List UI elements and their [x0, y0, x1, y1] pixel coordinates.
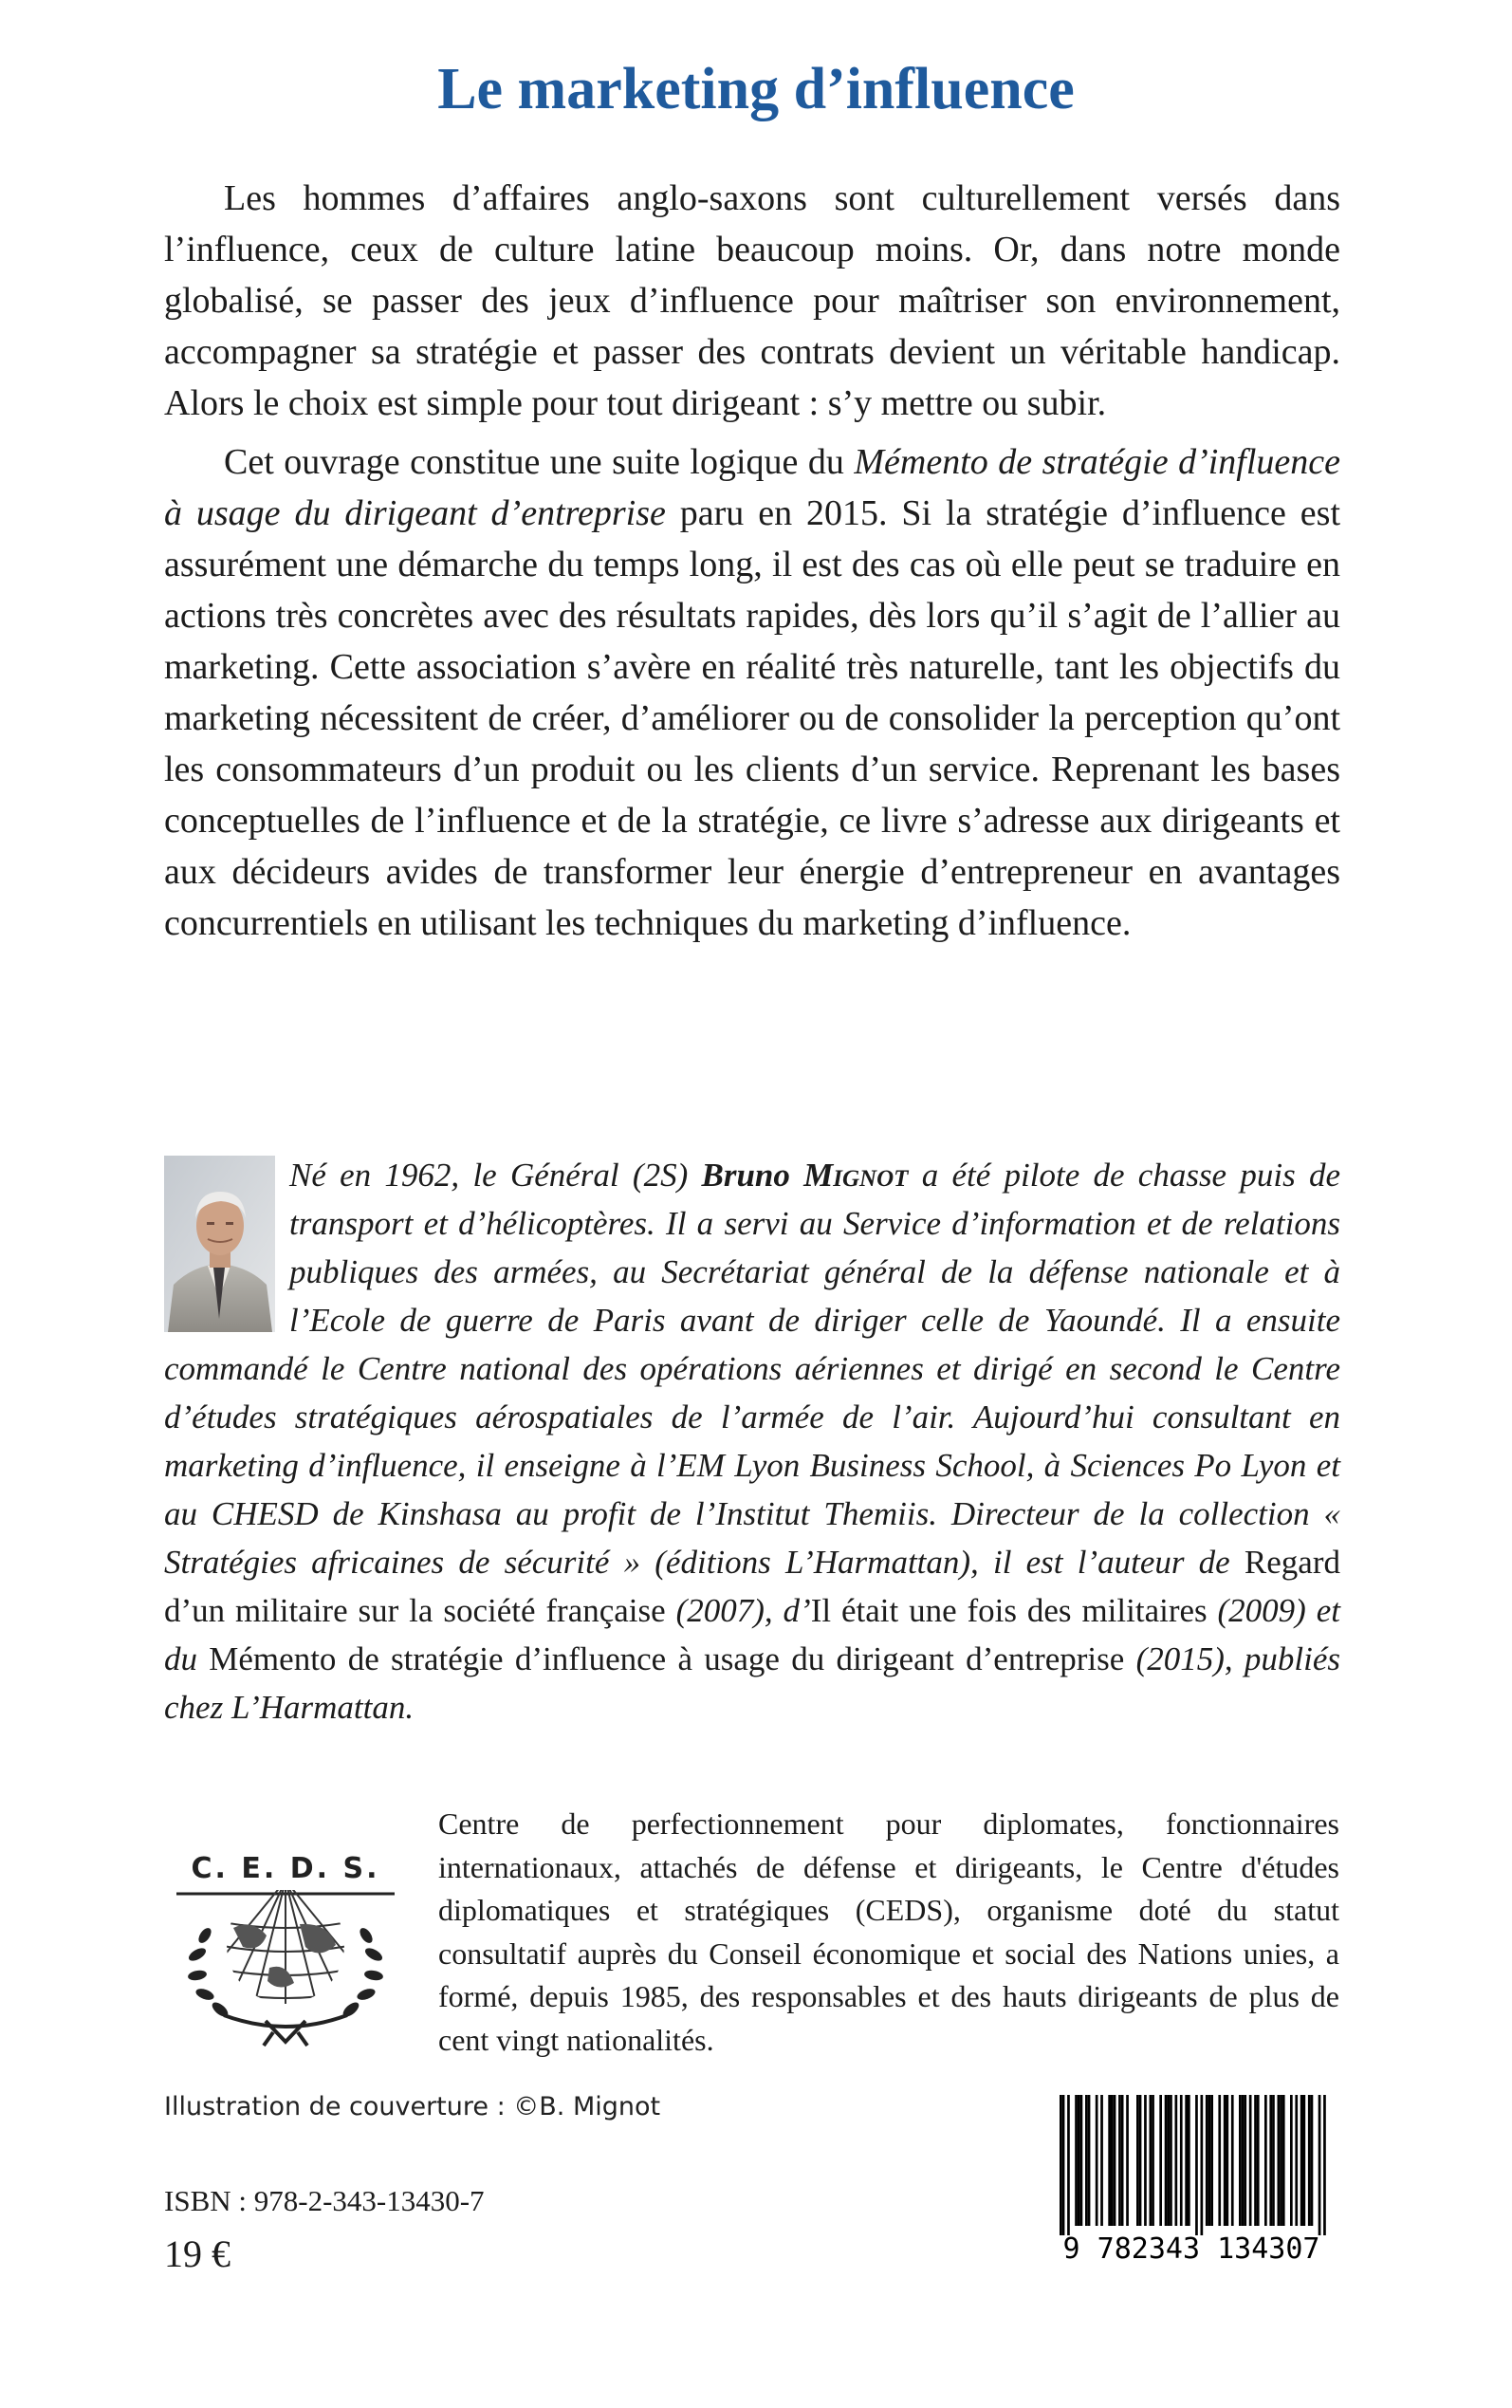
barcode-bar	[1318, 2095, 1321, 2237]
barcode-bar	[1272, 2095, 1275, 2226]
barcode-bar	[1303, 2095, 1306, 2226]
blurb-p2-end: paru en 2015. Si la stratégie d’influence est assurément une démarche du temps long, il est des cas où elle peut se traduire en actions très concrètes avec des résultats rapides, dès lors qu’il s’agit de l’allier au marketing. Cette association s’avère en réalité très naturelle, tant les objectifs du marketing nécessitent de créer, d’améliorer ou de consolider la perception qu’ont les consommateurs d’un produit ou les clients d’un service. Reprenant les bases conceptuelles de l’influence et de la stratégie, ce livre s’adresse aux dirigeants et aux décideurs avides de transformer leur énergie d’entrepreneur en avantages concurrentiels en utilisant les techniques du marketing d’influence.	[164, 493, 1340, 943]
blurb-p2-start: Cet ouvrage constitue une suite logique du	[224, 442, 855, 482]
cover-illustration-credit: Illustration de couverture : ©B. Mignot	[164, 2092, 661, 2121]
barcode-bar	[1126, 2095, 1129, 2226]
barcode-bar	[1096, 2095, 1098, 2226]
barcode-bar	[1067, 2095, 1070, 2237]
barcode-digits: 9 782343 134307	[1041, 2235, 1342, 2264]
barcode-bar	[1195, 2095, 1198, 2237]
book-title: Le marketing d’influence	[437, 57, 1075, 121]
barcode-bar	[1226, 2095, 1229, 2226]
author-biography	[164, 1151, 1340, 1732]
barcode-bar	[1080, 2095, 1083, 2226]
barcode-bars-icon	[1041, 2095, 1342, 2237]
barcode-bar	[1118, 2095, 1121, 2226]
author-book-3: Mémento de stratégie d’influence à usage du dirigeant d’entreprise	[209, 1640, 1125, 1677]
isbn: ISBN : 978-2-343-13430-7	[164, 2184, 485, 2217]
author-first-name: Bruno	[701, 1157, 790, 1194]
barcode-bar	[1239, 2095, 1242, 2226]
barcode-bar	[1206, 2095, 1208, 2226]
author-last-name: Mignot	[803, 1157, 909, 1194]
blurb-paragraph-1: Les hommes d’affaires anglo-saxons sont culturellement versés dans l’influence, ceux de culture latine beaucoup moins. Or, dans notre monde globalisé, se passer des jeux d’influence pour maîtriser son environnement, accompagner sa stratégie et passer des contrats devient un véritable handicap. Alors le choix est simple pour tout dirigeant : s’y mettre ou subir.	[164, 178, 1340, 423]
barcode-bar	[1282, 2095, 1285, 2226]
barcode-bar	[1218, 2095, 1221, 2226]
barcode-bar	[1085, 2095, 1088, 2226]
barcode-bar	[1165, 2095, 1168, 2226]
ceds-emblem-icon	[167, 1890, 404, 2051]
barcode-bar	[1180, 2095, 1183, 2226]
blurb-paragraph-2	[164, 436, 1340, 949]
barcode-bar	[1060, 2095, 1062, 2237]
barcode-bar	[1278, 2095, 1281, 2226]
barcode-bar	[1295, 2095, 1298, 2226]
author-name	[701, 1157, 908, 1194]
barcode-bar	[1136, 2095, 1139, 2226]
barcode-bar	[1264, 2095, 1267, 2226]
barcode-bar	[1300, 2095, 1303, 2226]
author-photo-spacer	[164, 1151, 280, 1339]
author-book-2-year: (2009) et du	[164, 1592, 1340, 1677]
author-book-3-year: (2015), publiés chez L’Harmattan.	[164, 1640, 1341, 1726]
barcode-bar	[1242, 2095, 1245, 2226]
barcode-bar	[1224, 2095, 1226, 2226]
ceds-logo	[167, 1852, 404, 2051]
barcode-bar	[1175, 2095, 1178, 2226]
barcode-bar	[1144, 2095, 1147, 2226]
barcode-bar	[1244, 2095, 1246, 2226]
back-cover-blurb	[164, 173, 1340, 949]
barcode-bar	[1139, 2095, 1142, 2226]
author-book-2: Il était une fois des militaires	[810, 1592, 1208, 1629]
barcode-bar	[1152, 2095, 1154, 2226]
author-bio-career: a été pilote de chasse puis de transport et d’hélicoptères. Il a servi au Service d’information et de relations publiques des armées, au Secrétariat général de la défense nationale et à l’Ecole de guerre de Paris avant de diriger celle de Yaoundé. Il a ensuite commandé le Centre national des opérations aériennes et dirigé en second le Centre d’études stratégiques aérospatiales de l’armée de l’air. Aujourd’hui consultant en marketing d’influence, il enseigne à l’EM Lyon Business School, à Sciences Po Lyon et au CHESD de Kinshasa au profit de l’Institut Themiis. Directeur de la collection « Stratégies africaines de sécurité » (éditions L’Harmattan), il est l’auteur de	[164, 1157, 1340, 1581]
barcode-bar	[1254, 2095, 1257, 2226]
barcode-bar	[1150, 2095, 1152, 2226]
barcode-bar	[1290, 2095, 1293, 2226]
barcode-bar	[1323, 2095, 1326, 2237]
barcode-bar	[1311, 2095, 1314, 2226]
barcode-bar	[1257, 2095, 1260, 2226]
barcode-bar	[1121, 2095, 1124, 2226]
barcode-bar	[1280, 2095, 1282, 2226]
author-bio-intro: Né en 1962, le Général (2S)	[289, 1157, 702, 1194]
barcode-bar	[1185, 2095, 1188, 2226]
barcode-bar	[1062, 2095, 1065, 2237]
author-book-1-year: (2007), d’	[665, 1592, 811, 1629]
ceds-description: Centre de perfectionnement pour diplomates, fonctionnaires internationaux, attachés de défense et dirigeants, le Centre d'études diplomatiques et stratégiques (CEDS), organisme doté du statut consultatif auprès du Conseil économique et social des Nations unies, a formé, depuis 1985, des responsables et des hauts dirigeants de plus de cent vingt nationalités.	[438, 1806, 1339, 2057]
barcode-bar	[1201, 2095, 1204, 2237]
ceds-logo-letters: C. E. D. S.	[191, 1852, 380, 1885]
isbn-barcode	[1041, 2095, 1342, 2266]
price: 19 €	[164, 2232, 230, 2275]
barcode-bar	[1075, 2095, 1078, 2226]
author-book-1: Regard d’un militaire sur la société française	[164, 1544, 1340, 1629]
barcode-bar	[1308, 2095, 1311, 2226]
barcode-bar	[1170, 2095, 1172, 2226]
blurb-p2-book-title: Mémento de stratégie d’influence à usage du dirigeant d’entreprise	[164, 442, 1340, 533]
barcode-bar	[1159, 2095, 1162, 2226]
barcode-bar	[1111, 2095, 1114, 2226]
barcode-bar	[1249, 2095, 1252, 2226]
barcode-bar	[1210, 2095, 1213, 2226]
barcode-bar	[1114, 2095, 1116, 2226]
barcode-bar	[1100, 2095, 1103, 2226]
barcode-bar	[1167, 2095, 1170, 2226]
barcode-bar	[1088, 2095, 1091, 2226]
barcode-bar	[1188, 2095, 1190, 2226]
barcode-bar	[1269, 2095, 1272, 2226]
barcode-bar	[1231, 2095, 1234, 2226]
barcode-bar	[1208, 2095, 1211, 2226]
barcode-bar	[1108, 2095, 1111, 2226]
barcode-bar	[1078, 2095, 1080, 2226]
